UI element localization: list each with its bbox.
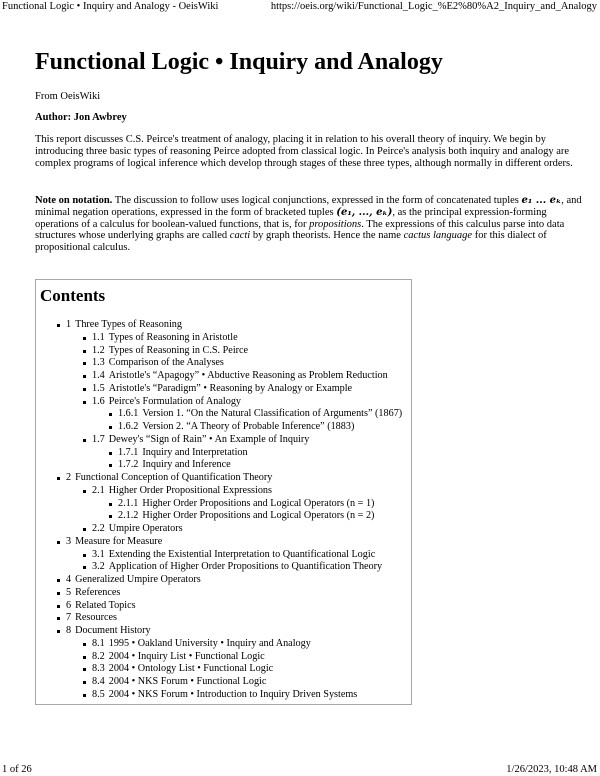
table-of-contents (35, 279, 412, 705)
toc-item-number: 8.3 (92, 663, 105, 675)
note-text-1: The discussion to follow uses logical conjunctions, expressed in the form of concatenated tuples (112, 195, 522, 206)
toc-item-link[interactable]: References (75, 586, 121, 598)
toc-item-link[interactable]: Resources (75, 612, 117, 624)
toc-item-8-3[interactable] (36, 663, 411, 676)
toc-item-3-1[interactable] (36, 549, 411, 562)
note-text-6: for this dialect of propositional calculus. (35, 230, 547, 254)
toc-item-number: 5 (66, 586, 72, 598)
note-text-5: by graph theorists. Hence the name (250, 230, 404, 242)
toc-item-number: 1.4 (92, 370, 105, 381)
toc-item-1-7[interactable] (36, 434, 411, 447)
toc-item-link[interactable]: Application of Higher Order Propositions to Quantification Theory (108, 561, 383, 573)
toc-item-link[interactable]: Higher Order Propositions and Logical Operators (n = 2) (142, 510, 375, 522)
note-text-2: , and minimal negation operations, expressed in the form of bracketed tuples (35, 195, 582, 218)
toc-item-4[interactable] (36, 574, 411, 587)
toc-item-number: 1.7.2 (118, 459, 139, 471)
toc-item-link[interactable]: Extending the Existential Interpretation to Quantificational Logic (108, 548, 376, 560)
toc-item-link[interactable]: Aristotle's “Apagogy” • Abductive Reasoning as Problem Reduction (108, 370, 388, 381)
toc-item-8-2[interactable] (36, 651, 411, 664)
toc-item-link[interactable]: 2004 • NKS Forum • Introduction to Inquiry Driven Systems (108, 688, 358, 700)
toc-item-8[interactable] (36, 625, 411, 638)
toc-item-link[interactable]: Three Types of Reasoning (75, 319, 182, 330)
toc-item-link[interactable]: Document History (75, 625, 151, 636)
toc-item-link[interactable]: Version 2. “A Theory of Probable Inference” (1883) (142, 421, 355, 432)
toc-item-number: 2 (66, 472, 72, 483)
conjunction-tuple: e₁ ... eₖ (521, 195, 562, 206)
toc-item-1-7-1[interactable] (36, 447, 411, 460)
toc-item-1-3[interactable] (36, 357, 411, 370)
notation-paragraph (35, 195, 583, 254)
cactus-language-term: cactus language (403, 230, 473, 242)
note-label: Note on notation. (35, 195, 113, 206)
author-line: Author: Jon Awbrey (35, 112, 127, 123)
toc-item-number: 1.7.1 (118, 446, 139, 458)
toc-item-8-4[interactable] (36, 676, 411, 689)
toc-item-number: 2.1.2 (118, 510, 139, 522)
toc-item-link[interactable]: Functional Conception of Quantification Theory (75, 472, 273, 483)
toc-item-number: 3.1 (92, 548, 105, 560)
toc-item-link[interactable]: Version 1. “On the Natural Classification of Arguments” (1867) (142, 408, 403, 420)
toc-item-1-6-2[interactable] (36, 421, 411, 434)
toc-item-number: 3 (66, 535, 72, 547)
propositions-term: propositions (309, 218, 362, 230)
toc-item-6[interactable] (36, 600, 411, 613)
toc-item-link[interactable]: Dewey's “Sign of Rain” • An Example of Inquiry (108, 433, 310, 445)
toc-item-7[interactable] (36, 612, 411, 625)
toc-item-1-5[interactable] (36, 383, 411, 396)
toc-item-number: 1.1 (92, 331, 105, 343)
intro-paragraph: This report discusses C.S. Peirce's treatment of analogy, placing it in relation to his overall theory of inquiry. We begin by introducing three basic types of reasoning Peirce adopted from classical logic. In Peirce's analysis both inquiry and analogy are complex programs of logical inference which develop through stages of these three types, although normally in different orders. (35, 134, 573, 169)
toc-item-number: 2.1.1 (118, 497, 139, 509)
toc-item-number: 8.2 (92, 650, 105, 662)
toc-item-8-1[interactable] (36, 638, 411, 651)
page-counter: 1 of 26 (2, 764, 32, 775)
toc-item-1-6[interactable] (36, 396, 411, 409)
cacti-term: cacti (229, 230, 251, 242)
toc-item-3-2[interactable] (36, 561, 411, 574)
toc-item-link[interactable]: 1995 • Oakland University • Inquiry and Analogy (108, 637, 311, 649)
toc-item-link[interactable]: Measure for Measure (75, 535, 163, 547)
toc-item-link[interactable]: Aristotle's “Paradigm” • Reasoning by Analogy or Example (108, 382, 353, 394)
toc-item-2-1-1[interactable] (36, 498, 411, 511)
toc-item-number: 1.2 (92, 344, 105, 356)
toc-item-5[interactable] (36, 587, 411, 600)
toc-item-link[interactable]: Inquiry and Inference (142, 459, 231, 471)
toc-item-number: 4 (66, 574, 72, 585)
toc-item-link[interactable]: Inquiry and Interpretation (142, 446, 248, 458)
toc-item-link[interactable]: Related Topics (75, 599, 136, 611)
toc-item-link[interactable]: Higher Order Propositional Expressions (108, 484, 272, 496)
print-datetime: 1/26/2023, 10:48 AM (506, 764, 597, 775)
toc-item-link[interactable]: 2004 • Ontology List • Functional Logic (108, 663, 274, 675)
toc-item-link[interactable]: Types of Reasoning in C.S. Peirce (108, 344, 249, 356)
toc-item-number: 8.1 (92, 637, 105, 649)
toc-item-number: 1.5 (92, 382, 105, 394)
toc-item-1-4[interactable] (36, 370, 411, 383)
toc-item-1-7-2[interactable] (36, 459, 411, 472)
toc-item-number: 1.6.2 (118, 421, 139, 432)
toc-item-link[interactable]: Peirce's Formulation of Analogy (108, 395, 242, 407)
toc-item-2[interactable] (36, 472, 411, 485)
toc-item-2-1-2[interactable] (36, 510, 411, 523)
toc-item-1[interactable] (36, 319, 411, 332)
toc-item-number: 6 (66, 599, 72, 611)
toc-title: Contents (40, 286, 106, 305)
bracketed-tuple: (e₁, ..., eₖ) (336, 206, 393, 218)
toc-item-1-2[interactable] (36, 345, 411, 358)
toc-item-link[interactable]: Generalized Umpire Operators (75, 574, 201, 585)
toc-item-number: 1 (66, 319, 72, 330)
page-title: Functional Logic • Inquiry and Analogy (35, 49, 443, 75)
toc-item-link[interactable]: Higher Order Propositions and Logical Operators (n = 1) (142, 497, 375, 509)
toc-item-number: 8.5 (92, 688, 105, 700)
note-text-4: . The expressions of this calculus parse into data structures whose underlying graphs are called (35, 218, 565, 242)
note-text-3: , as the principal expression-forming operations of a calculus for boolean-valued functions, that is, for (35, 206, 547, 230)
toc-item-number: 8.4 (92, 676, 105, 687)
toc-item-number: 1.6 (92, 395, 105, 407)
toc-item-2-1[interactable] (36, 485, 411, 498)
toc-item-link[interactable]: Comparison of the Analyses (108, 357, 224, 369)
toc-item-link[interactable]: Types of Reasoning in Aristotle (108, 331, 238, 343)
toc-item-number: 8 (66, 625, 72, 636)
toc-item-1-1[interactable] (36, 332, 411, 345)
print-header-title: Functional Logic • Inquiry and Analogy - OeisWiki (2, 1, 219, 12)
toc-item-3[interactable] (36, 536, 411, 549)
toc-item-number: 1.3 (92, 357, 105, 369)
toc-item-1-6-1[interactable] (36, 408, 411, 421)
site-subtitle: From OeisWiki (35, 91, 101, 102)
toc-item-link[interactable]: Umpire Operators (108, 523, 183, 534)
toc-item-link[interactable]: 2004 • NKS Forum • Functional Logic (108, 676, 267, 687)
toc-item-number: 2.1 (92, 484, 105, 496)
toc-item-number: 1.7 (92, 433, 105, 445)
toc-list (36, 319, 411, 702)
toc-item-number: 3.2 (92, 561, 105, 573)
toc-item-number: 1.6.1 (118, 408, 139, 420)
print-header-url: https://oeis.org/wiki/Functional_Logic_%E2%80%A2_Inquiry_and_Analogy (270, 1, 597, 12)
toc-item-8-5[interactable] (36, 689, 411, 702)
toc-item-number: 7 (66, 612, 72, 624)
toc-item-2-2[interactable] (36, 523, 411, 536)
toc-item-number: 2.2 (92, 523, 105, 534)
toc-item-link[interactable]: 2004 • Inquiry List • Functional Logic (108, 650, 265, 662)
